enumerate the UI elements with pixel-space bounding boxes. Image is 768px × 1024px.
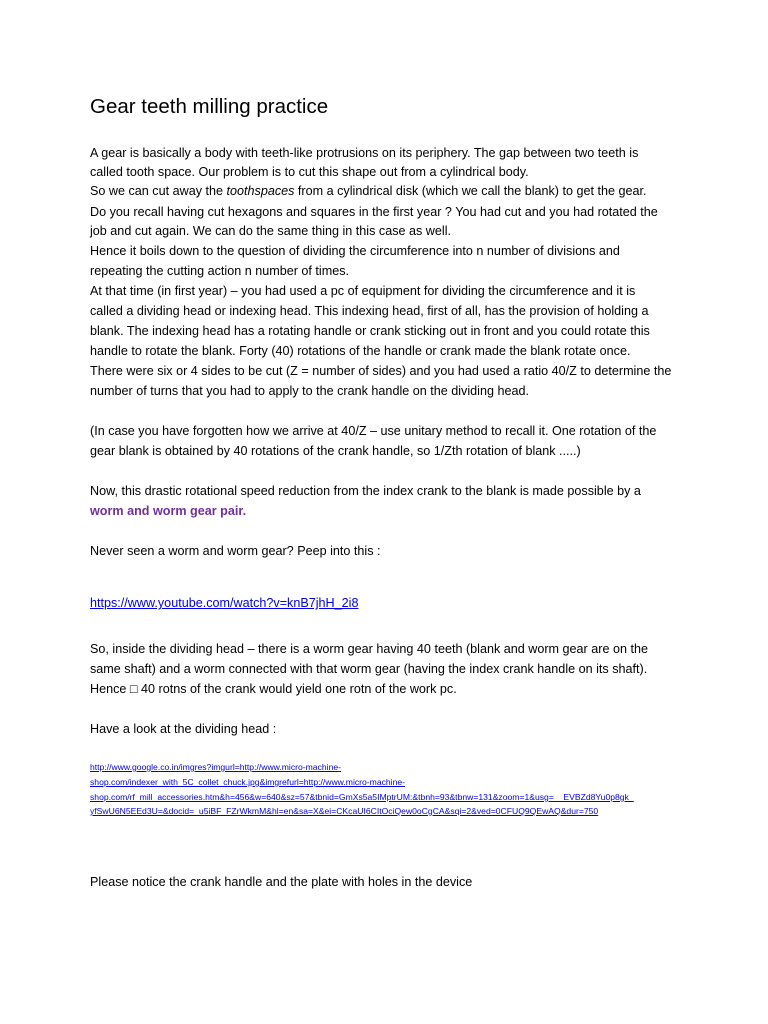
paragraph-line: Do you recall having cut hexagons and squares in the first year ? You had cut and you had rotated the (90, 205, 658, 219)
paragraph-line: Never seen a worm and worm gear? Peep into this : (90, 544, 381, 558)
paragraph-line: Now, this drastic rotational speed reduction from the index crank to the blank is made possible by a (90, 484, 641, 498)
paragraph-line: (In case you have forgotten how we arrive at 40/Z – use unitary method to recall it. One rotation of the (90, 424, 657, 438)
paragraph-line: same shaft) and a worm connected with that worm gear (having the index crank handle on its shaft). (90, 662, 648, 676)
google-link-line[interactable]: yfSwU6N5EEd3U=&docid=_u5iBF_FZrWkmM&hl=en&sa=X&ei=CKcaUI6CItOciQew0oCgCA&sqi=2&ved=0CFUQ9QEwAQ&dur=750 (90, 806, 599, 816)
paragraph-line (90, 595, 358, 612)
italic-text: toothspaces (226, 184, 295, 198)
youtube-link[interactable]: https://www.youtube.com/watch?v=knB7jhH_2i8 (90, 596, 359, 610)
paragraph-line: job and cut again. We can do the same thing in this case as well. (90, 224, 452, 238)
highlight-text: worm and worm gear pair (90, 504, 243, 518)
paragraph-line: Please notice the crank handle and the plate with holes in the device (90, 875, 473, 889)
paragraph-line: There were six or 4 sides to be cut (Z = number of sides) and you had used a ratio 40/Z to determine the (90, 364, 672, 378)
paragraph-line: called tooth space. Our problem is to cut this shape out from a cylindrical body. (90, 165, 529, 179)
paragraph-line: At that time (in first year) – you had used a pc of equipment for dividing the circumference and it is (90, 284, 636, 298)
paragraph-line (90, 503, 246, 520)
paragraph-line: repeating the cutting action n number of times. (90, 264, 350, 278)
paragraph-line: Hence it boils down to the question of dividing the circumference into n number of divisions and (90, 244, 620, 258)
paragraph-line: number of turns that you had to apply to the crank handle on the dividing head. (90, 384, 529, 398)
paragraph-line: So, inside the dividing head – there is a worm gear having 40 teeth (blank and worm gear are on the (90, 642, 648, 656)
paragraph-line: Have a look at the dividing head : (90, 722, 277, 736)
paragraph-line (90, 183, 647, 200)
google-link-line[interactable]: shop.com/indexer_with_5C_collet_chuck.jpg&imgrefurl=http://www.micro-machine- (90, 777, 406, 787)
google-link-line[interactable]: shop.com/rf_mill_accessories.htm&h=456&w=640&sz=57&tbnid=GmXs5a5IMptrUM:&tbnh=93&tbnw=131&zoom=1&usg=__EVBZd8Yu0p8gk_ (90, 792, 634, 802)
paragraph-line: called a dividing head or indexing head. This indexing head, first of all, has the provision of holding a (90, 304, 649, 318)
paragraph-line: gear blank is obtained by 40 rotations of the crank handle, so 1/Zth rotation of blank .....) (90, 444, 581, 458)
paragraph-line: Hence □ 40 rotns of the crank would yield one rotn of the work pc. (90, 682, 457, 696)
paragraph-line: blank. The indexing head has a rotating handle or crank sticking out in front and you could rotate this (90, 324, 650, 338)
paragraph-line: A gear is basically a body with teeth-like protrusions on its periphery. The gap between two teeth is (90, 146, 639, 160)
document-title: Gear teeth milling practice (90, 95, 329, 118)
paragraph-line: handle to rotate the blank. Forty (40) rotations of the handle or crank made the blank rotate once. (90, 344, 631, 358)
highlight-period: . (242, 504, 247, 518)
text-span: from a cylindrical disk (which we call the blank) to get the gear. (294, 184, 647, 198)
text-span: So we can cut away the (90, 184, 227, 198)
google-link-line[interactable]: http://www.google.co.in/imgres?imgurl=http://www.micro-machine- (90, 762, 341, 772)
